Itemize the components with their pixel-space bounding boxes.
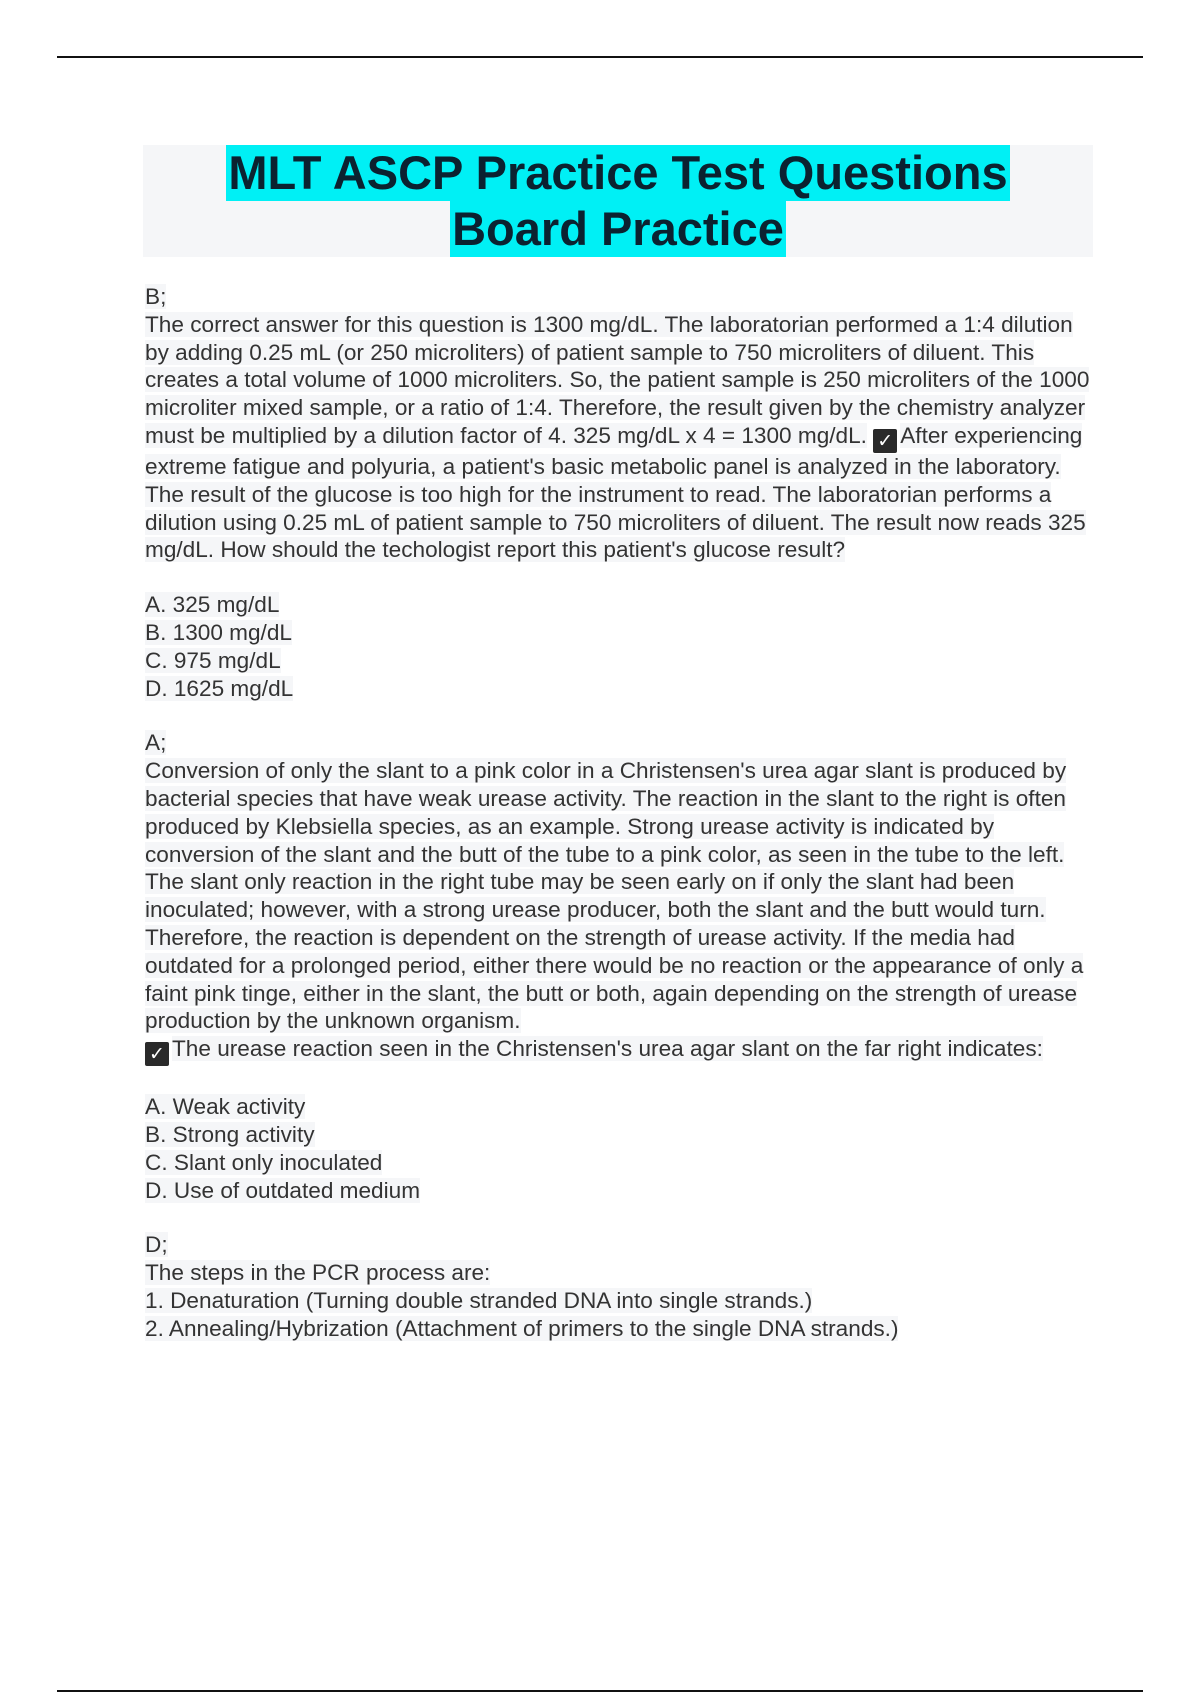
question-text: The urease reaction seen in the Christensen's urea agar slant on the far right indicates:	[172, 1036, 1043, 1062]
explanation-text: The steps in the PCR process are:	[145, 1260, 491, 1286]
question-block-2	[145, 729, 1095, 1066]
option-item: B. 1300 mg/dL	[145, 619, 292, 645]
option-item: C. 975 mg/dL	[145, 647, 281, 673]
explanation-text: Conversion of only the slant to a pink color in a Christensen's urea agar slant is produced by bacterial species that have weak urease activity. The reaction in the slant to the right is often produced by Klebsiella species, as an example. Strong urease activity is indicated by conversion of the slant and the butt of the tube to a pink color, as seen in the tube to the left. The slant only reaction in the right tube may be seen early on if only the slant had been inoculated; however, with a strong urease producer, both the slant and the butt would turn. Therefore, the reaction is dependent on the strength of urease activity. If the media had outdated for a prolonged period, either there would be no reaction or the appearance of only a faint pink tinge, either in the slant, the butt or both, again depending on the strength of urease production by the unknown organism.	[145, 758, 1084, 1034]
option-item: D. 1625 mg/dL	[145, 675, 294, 701]
bottom-rule	[57, 1690, 1143, 1692]
check-box-icon: ✓	[145, 1042, 169, 1066]
answer-key: D;	[145, 1232, 168, 1258]
option-item: A. 325 mg/dL	[145, 592, 280, 618]
option-item: C. Slant only inoculated	[145, 1149, 383, 1175]
answer-key: B;	[145, 284, 167, 309]
answer-key: A;	[145, 730, 167, 756]
top-rule	[57, 56, 1143, 58]
options-list-2	[145, 1093, 1095, 1204]
pcr-step: 1. Denaturation (Turning double stranded DNA into single strands.)	[145, 1287, 813, 1313]
question-text: After experiencing extreme fatigue and polyuria, a patient's basic metabolic panel is analyzed in the laboratory. The result of the glucose is too high for the instrument to read. The laboratorian performs a dilution using 0.25 mL of patient sample to 750 microliters of diluent. The result now reads 325 mg/dL. How should the techologist report this patient's glucose result?	[145, 422, 1086, 563]
option-item: D. Use of outdated medium	[145, 1177, 421, 1203]
question-block-3	[145, 1231, 1095, 1342]
pcr-step: 2. Annealing/Hybrization (Attachment of primers to the single DNA strands.)	[145, 1315, 899, 1341]
options-list-1	[145, 591, 1095, 702]
question-block-1	[145, 283, 1095, 564]
option-item: A. Weak activity	[145, 1094, 306, 1120]
title-banner	[143, 145, 1093, 257]
check-box-icon: ✓	[873, 429, 897, 453]
title-line-1: MLT ASCP Practice Test Questions	[228, 146, 1008, 199]
document-body	[145, 283, 1095, 1370]
option-item: B. Strong activity	[145, 1121, 315, 1147]
explanation-text: The correct answer for this question is 1300 mg/dL. The laboratorian performed a 1:4 dilution by adding 0.25 mL (or 250 microliters) of patient sample to 750 microliters of diluent. This creates a total volume of 1000 microliters. So, the patient sample is 250 microliters of the 1000 microliter mixed sample, or a ratio of 1:4. Therefore, the result given by the chemistry analyzer must be multiplied by a dilution factor of 4. 325 mg/dL x 4 = 1300 mg/dL.	[145, 311, 1090, 448]
title-line-2: Board Practice	[452, 202, 784, 255]
